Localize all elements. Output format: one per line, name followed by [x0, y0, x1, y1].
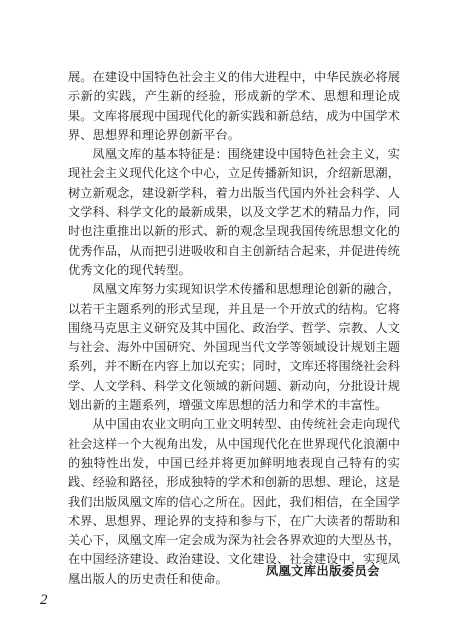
page-number: 2 [40, 592, 48, 608]
paragraph-continuation: 展。在建设中国特色社会主义的伟大进程中，中华民族必将展示新的实践，产生新的经验，形成新的学术、思想和理论成果。文库将展现中国现代化的新实践和新总结，成为中国学术界、思想界和理论界创新平台。 [68, 70, 400, 142]
paragraph-confidence: 从中国由农业文明向工业文明转型、由传统社会走向现代社会这样一个大视角出发，从中国现代化在世界现代化浪潮中的独特性出发，中国已经并将更加鲜明地表现自己特有的实践、经验和路径，形成独特的学术和创新的思想、理论，这是我们出版凤凰文库的信心之所在。因此，我们相信，在全国学术界、思想界、理论界的支持和参与下，在广大读者的帮助和关心下，凤凰文库一定会成为深为社会各界欢迎的大型丛书，在中国经济建设、政治建设、文化建设、社会建设中，实现凤凰出版人的历史责任和使命。 [68, 417, 400, 586]
body-text [68, 68, 400, 589]
signature: 凤凰文库出版委员会 [265, 564, 380, 578]
paragraph-theme-series: 凤凰文库努力实现知识学术传播和思想理论创新的融合，以若干主题系列的形式呈现，并且是一个开放式的结构。它将围绕马克思主义研究及其中国化、政治学、哲学、宗教、人文与社会、海外中国研究、外国现当代文学等领域设计规划主题系列，并不断在内容上加以充实；同时，文库还将围绕社会科学、人文学科、科学文化领域的新问题、新动向，分批设计规划出新的主题系列，增强文库思想的活力和学术的丰富性。 [68, 282, 400, 413]
paragraph-basic-features: 凤凰文库的基本特征是：围绕建设中国特色社会主义，实现社会主义现代化这个中心，立足传播新知识，介绍新思潮，树立新观念，建设新学科，着力出版当代国内外社会科学、人文学科、科学文化的最新成果，以及文学艺术的精品力作，同时也注重推出以新的形式、新的观念呈现我国传统思想文化的优秀作品，从而把引进吸收和自主创新结合起来，并促进传统优秀文化的现代转型。 [68, 147, 400, 277]
